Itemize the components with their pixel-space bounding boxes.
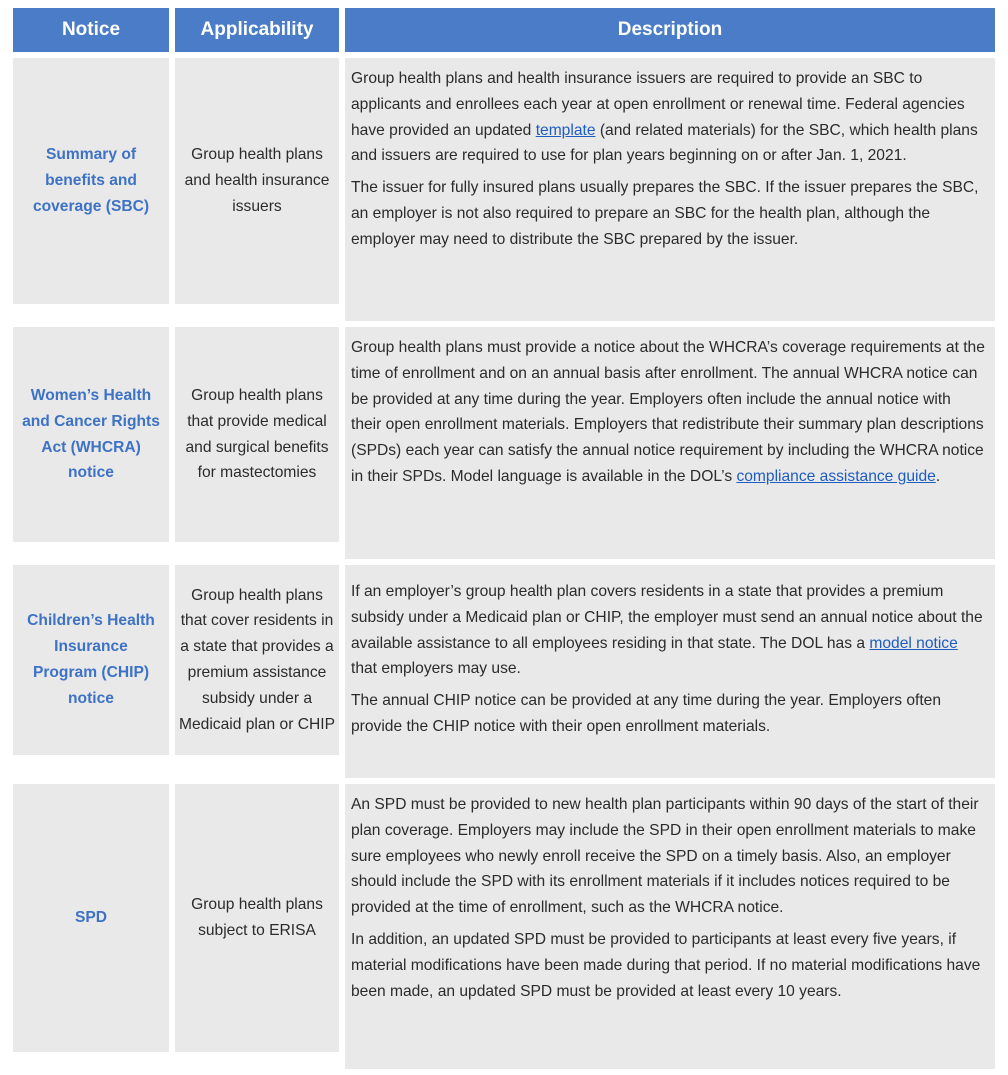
row-sbc-notice: Summary of benefits and coverage (SBC) bbox=[13, 58, 169, 304]
description-paragraph bbox=[351, 579, 985, 682]
row-whcra-notice: Women’s Health and Cancer Rights Act (WHCRA) notice bbox=[13, 327, 169, 542]
header-description: Description bbox=[345, 8, 995, 52]
template-link[interactable]: template bbox=[535, 121, 596, 139]
row-whcra-description bbox=[345, 327, 995, 559]
description-text: Group health plans and health insurance issuers are required to provide an SBC to applicants and enrollees each year at open enrollment or renewal time. Federal agencies have provided an updated bbox=[351, 70, 965, 139]
model-notice-link[interactable]: model notice bbox=[869, 634, 958, 652]
description-paragraph: In addition, an updated SPD must be provided to participants at least every five years, if material modifications have been made during that period. If no material modifications have been made, an updated SPD must be provided at least every 10 years. bbox=[351, 930, 981, 1000]
description-text: that employers may use. bbox=[351, 660, 521, 678]
row-spd-applicability: Group health plans subject to ERISA bbox=[175, 784, 339, 1052]
description-text: If an employer’s group health plan covers residents in a state that provides a premium subsidy under a Medicaid plan or CHIP, the employer must send an annual notice about the available assistance to all employees residing in that state. The DOL has a bbox=[351, 583, 983, 652]
row-chip-notice: Children’s Health Insurance Program (CHIP) notice bbox=[13, 565, 169, 755]
compliance-assistance-guide-link[interactable]: compliance assistance guide bbox=[736, 467, 936, 485]
row-sbc-description bbox=[345, 58, 995, 321]
description-paragraph bbox=[351, 335, 985, 490]
description-paragraph: The annual CHIP notice can be provided at any time during the year. Employers often provide the CHIP notice with their open enrollment materials. bbox=[351, 692, 942, 735]
row-chip-applicability: Group health plans that cover residents in a state that provides a premium assistance subsidy under a Medicaid plan or CHIP bbox=[175, 565, 339, 755]
row-whcra-applicability: Group health plans that provide medical and surgical benefits for mastectomies bbox=[175, 327, 339, 542]
header-applicability: Applicability bbox=[175, 8, 339, 52]
description-text: Group health plans must provide a notice about the WHCRA’s coverage requirements at the time of enrollment and on an annual basis after enrollment. The annual WHCRA notice can be provided at any time during the year. Employers often include the annual notice with their open enrollment materials. Employers that redistribute their summary plan descriptions (SPDs) each year can satisfy the annual notice requirement by including the WHCRA notice in their SPDs. Model language is available in the DOL’s bbox=[351, 339, 985, 485]
description-text: (and related materials) for the SBC, which health plans and issuers are required to use for plan years beginning on or after Jan. 1, 2021. bbox=[351, 121, 978, 165]
description-paragraph: The issuer for fully insured plans usually prepares the SBC. If the issuer prepares the SBC, an employer is not also required to prepare an SBC for the health plan, although the employer may need to distribute the SBC prepared by the issuer. bbox=[351, 179, 979, 248]
header-notice: Notice bbox=[13, 8, 169, 52]
description-paragraph bbox=[351, 66, 985, 169]
row-sbc-applicability: Group health plans and health insurance issuers bbox=[175, 58, 339, 304]
description-paragraph: An SPD must be provided to new health plan participants within 90 days of the start of their plan coverage. Employers may include the SPD in their open enrollment materials to make sure employees who newly enroll receive the SPD on a timely basis. Also, an employer should include the SPD with its enrollment materials if it includes notices required to be provided at the time of enrollment, such as the WHCRA notice. bbox=[351, 796, 979, 917]
notices-table bbox=[13, 8, 995, 1075]
row-spd-description bbox=[345, 784, 995, 1069]
row-spd-notice: SPD bbox=[13, 784, 169, 1052]
row-chip-description bbox=[345, 565, 995, 778]
description-text: . bbox=[935, 467, 941, 485]
